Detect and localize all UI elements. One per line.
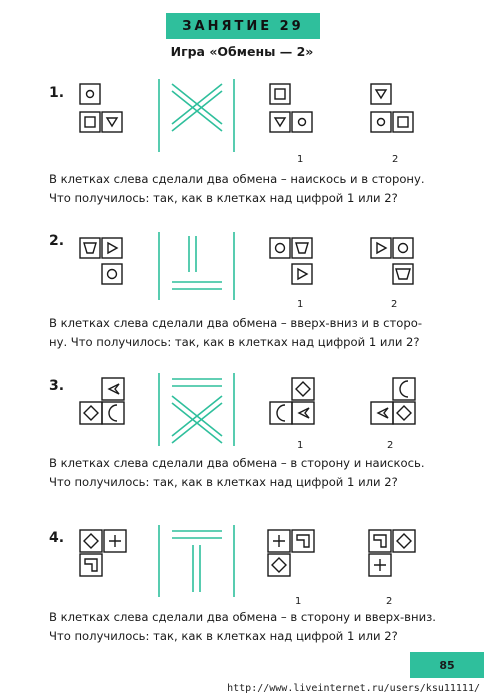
source-url: http://www.liveinternet.ru/users/ksu11111/ (227, 683, 480, 694)
triangle-right-icon (298, 269, 307, 279)
page-number-badge (410, 652, 484, 678)
option-2-label: 2 (391, 299, 398, 310)
game-subtitle: Игра «Обмены — 2» (170, 44, 314, 59)
option-1-label: 1 (297, 154, 304, 165)
option-2-label: 2 (387, 440, 394, 451)
exercise-3-text: В клетках слева сделали два обмена – в сторону и наискось. Что получилось: так, как в клетках над цифрой 1 или 2? (49, 456, 425, 489)
diamond-icon (84, 406, 98, 420)
chevron-icon (109, 384, 119, 394)
trapezoid-icon (296, 243, 308, 253)
square-icon (398, 117, 408, 127)
triangle-down-icon (376, 90, 386, 98)
exercise-2-text: В клетках слева сделали два обмена – вверх-вниз и в сторо- ну. Что получилось: так, как в клетках над цифрой 1 или 2? (49, 316, 423, 349)
circle-icon (87, 91, 94, 98)
option-1-label: 1 (295, 596, 302, 607)
diamond-icon (296, 382, 310, 396)
circle-icon (399, 244, 408, 253)
trapezoid-icon (84, 243, 96, 253)
circle-icon (378, 119, 385, 126)
header-banner (166, 13, 320, 39)
swap-diagram-2 (159, 232, 234, 300)
corner-icon (297, 535, 309, 547)
square-icon (275, 89, 285, 99)
exercise-1-number: 1. (49, 85, 65, 101)
crescent-icon (109, 405, 117, 421)
exercise-4-number: 4. (49, 530, 65, 546)
diamond-icon (84, 534, 98, 548)
option-1-label: 1 (297, 440, 304, 451)
cell (80, 112, 100, 132)
swap-diagram-3 (159, 373, 234, 446)
corner-icon (85, 559, 97, 571)
page-number: 85 (439, 658, 455, 672)
lesson-title: ЗАНЯТИЕ 29 (182, 18, 304, 34)
cell (80, 84, 100, 104)
square-icon (85, 117, 95, 127)
diamond-icon (272, 558, 286, 572)
exercise-3-number: 3. (49, 378, 65, 394)
circle-icon (108, 270, 117, 279)
chevron-icon (299, 408, 309, 418)
swap-diagram-1 (159, 79, 234, 152)
triangle-right-icon (377, 243, 386, 253)
circle-icon (276, 244, 285, 253)
plus-icon (374, 559, 386, 571)
exercise-1-text: В клетках слева сделали два обмена – наискось и в сторону. Что получилось: так, как в клетках над цифрой 1 или 2? (49, 172, 425, 205)
chevron-icon (378, 408, 388, 418)
plus-icon (273, 535, 285, 547)
swap-diagram-4 (159, 525, 234, 597)
corner-icon (374, 535, 386, 547)
circle-icon (299, 119, 306, 126)
option-2-label: 2 (392, 154, 399, 165)
triangle-right-icon (108, 243, 117, 253)
plus-icon (109, 535, 121, 547)
triangle-down-icon (107, 118, 117, 126)
diamond-icon (397, 406, 411, 420)
exercise-2-number: 2. (49, 233, 65, 249)
trapezoid-icon (396, 269, 410, 279)
option-1-label: 1 (297, 299, 304, 310)
exercise-4-text: В клетках слева сделали два обмена – в сторону и вверх-вниз. Что получилось: так, как в клетках над цифрой 1 или 2? (49, 610, 436, 643)
crescent-icon (400, 381, 408, 397)
option-2-label: 2 (386, 596, 393, 607)
triangle-down-icon (275, 118, 285, 126)
diamond-icon (397, 534, 411, 548)
cell (102, 112, 122, 132)
crescent-icon (277, 405, 285, 421)
